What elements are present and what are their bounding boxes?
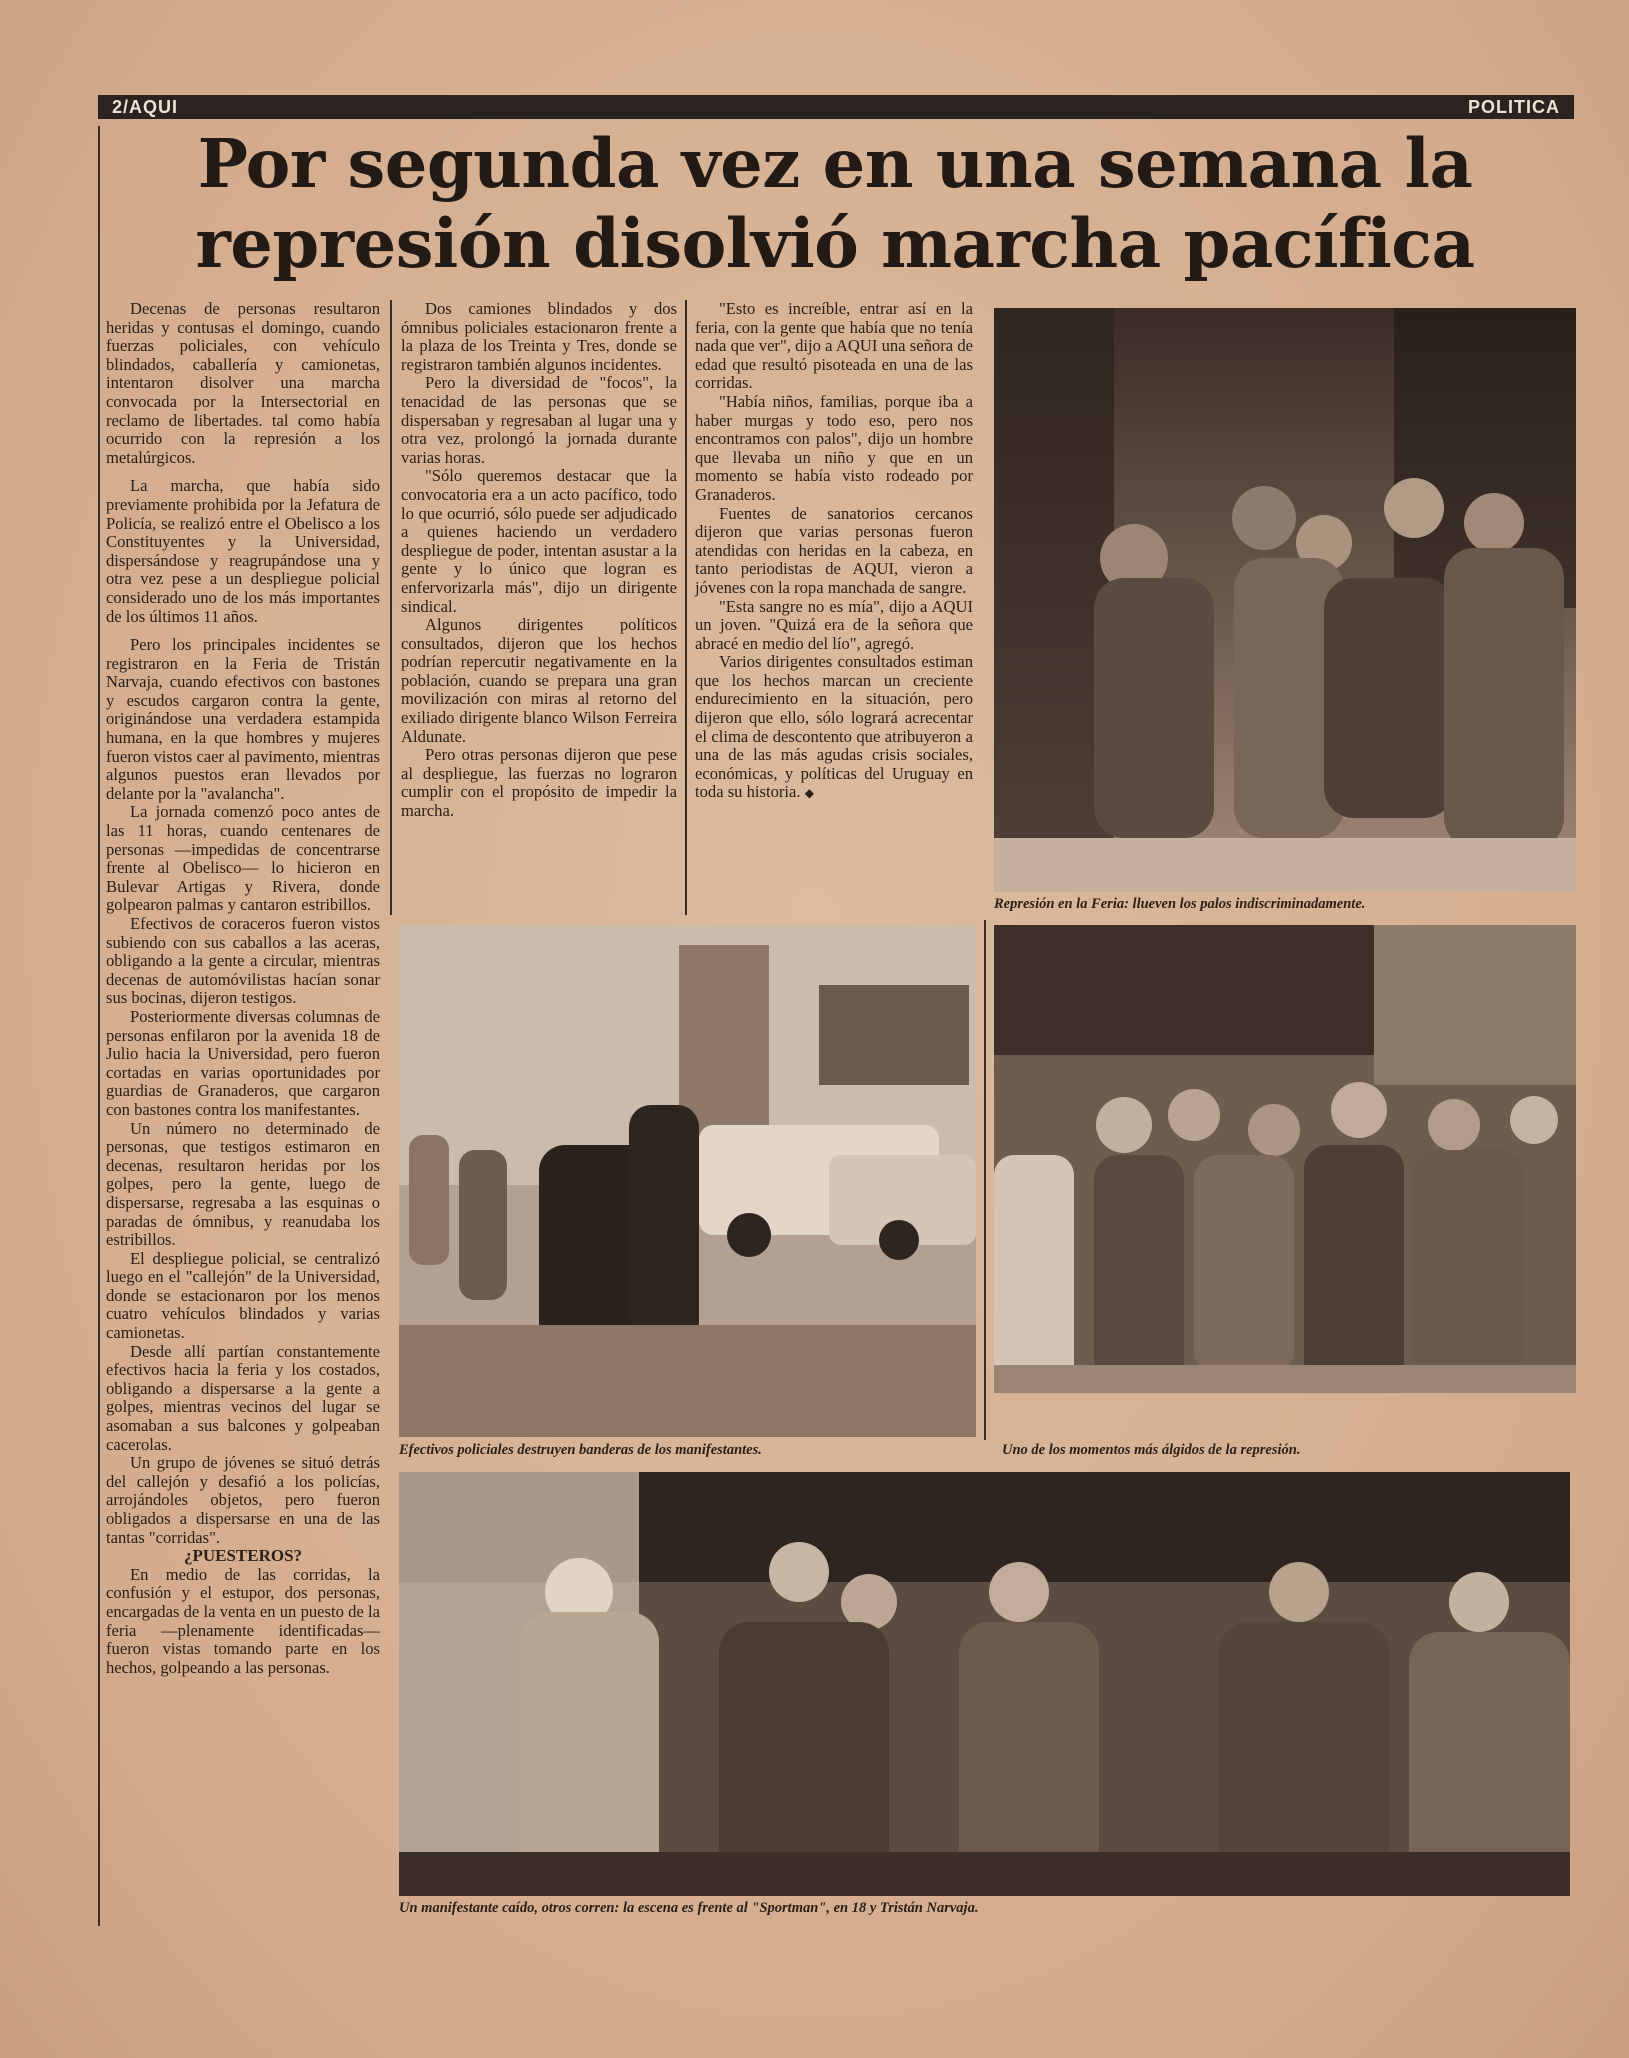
paragraph: En medio de las corridas, la confusión y el estupor, dos personas, encargadas de la venta en un puesto de la feria —plenamente identificadas— fueron vistas tomando parte en los hechos, golpeando a las personas. [106, 1564, 380, 1677]
paragraph: Pero la diversidad de "focos", la tenacidad de las personas que se dispersaban y regresaban al lugar una y otra vez, prolongó la jornada durante varias horas. [401, 373, 677, 467]
paragraph: Posteriormente diversas columnas de personas enfilaron por la avenida 18 de Julio hacia la Universidad, pero fueron cortadas en varias oportunidades por guardias de Granaderos, que cargaron con bastones contra los manifestantes. [106, 1006, 380, 1119]
photo-feria-repression-image [994, 308, 1576, 892]
paragraph: La jornada comenzó poco antes de las 11 horas, cuando centenares de personas —impedidas de concentrarse frente al Obelisco— lo hicieron en Bulevar Artigas y Rivera, donde golpearon palmas y cantaron estribillos. [106, 802, 380, 915]
paragraph: Efectivos de coraceros fueron vistos subiendo con sus caballos a las aceras, obligando a la gente a circular, mientras decenas de automóvilistas hacían sonar sus bocinas, dijeron testigos. [106, 914, 380, 1008]
subheading: ¿PUESTEROS? [183, 1546, 303, 1566]
header-bar [98, 95, 1574, 119]
headline-line-2: represión disolvió marcha pacífica [195, 204, 1475, 283]
caption-photo-4: Un manifestante caído, otros corren: la escena es frente al "Sportman", en 18 y Tristán Narvaja. [399, 1900, 979, 1916]
photo-banners-destroyed [399, 925, 976, 1437]
column-rule-1 [390, 300, 392, 915]
photo-banners-destroyed-image [399, 925, 976, 1437]
photo-peak-moment [994, 925, 1576, 1393]
paragraph: Un grupo de jóvenes se situó detrás del callejón y desafió a los policías, arrojándoles objetos, pero fueron obligados a dispersarse en una de las tantas "corridas". [106, 1453, 380, 1547]
photo-sportman-scene [399, 1472, 1570, 1896]
headline-line-1: Por segunda vez en una semana la [197, 124, 1473, 203]
paragraph: "Esta sangre no es mía", dijo a AQUI un joven. "Quizá era de la señora que abracé en medio del lío", agregó. [695, 596, 973, 653]
paragraph: "Sólo queremos destacar que la convocatoria era a un acto pacífico, todo lo que ocurrió, sólo puede ser adjudicado a quienes haciendo un verdadero despliegue de poder, intentan asustar a la gente y lo único que logran es enfervorizarla más", dijo un dirigente sindical. [401, 466, 677, 616]
section-label: POLITICA [1468, 97, 1560, 117]
paragraph: Algunos dirigentes políticos consultados, dijeron que los hechos podrían repercutir negativamente en la población, cuando se prepara una gran movilización con miras al retorno del exiliado dirigente blanco Wilson Ferreira Aldunate. [401, 615, 677, 746]
caption-photo-2: Efectivos policiales destruyen banderas de los manifestantes. [399, 1442, 762, 1458]
paragraph-text: Varios dirigentes consultados estiman que los hechos marcan un creciente endurecimiento en la situación, pero dijeron que ello, sólo logrará acrecentar el clima de descontento que atribuyeron a una de las más agudas crisis sociales, económicas, y políticas del Uruguay en toda su historia. [695, 652, 973, 802]
photo-sportman-scene-image [399, 1472, 1570, 1896]
paragraph: Un número no determinado de personas, que testigos estimaron en decenas, resultaron heridas por los golpes, pero la gente, luego de dispersarse, regresaba a las esquinas o paradas de ómnibus, y reanudaba los estribillos. [106, 1118, 380, 1250]
paragraph: Dos camiones blindados y dos ómnibus policiales estacionaron frente a la plaza de los Treinta y Tres, donde se registraron también algunos incidentes. [401, 299, 677, 374]
article-column-1 [106, 300, 380, 1677]
caption-photo-3: Uno de los momentos más álgidos de la represión. [1002, 1442, 1301, 1458]
caption-photo-1: Represión en la Feria: llueven los palos indiscriminadamente. [994, 896, 1366, 912]
end-mark-icon: ◆ [804, 786, 814, 801]
left-border-rule [98, 126, 100, 1926]
paragraph: Desde allí partían constantemente efectivos hacia la feria y los costados, obligando a dispersarse a la gente a golpes, mientras vecinos del lugar se asomaban a sus balcones y golpeaban cacerolas. [106, 1341, 380, 1454]
paragraph: El despliegue policial, se centralizó luego en el "callejón" de la Universidad, donde se estacionaron por los menos cuatro vehículos blindados y varias camionetas. [106, 1248, 380, 1343]
paragraph: Pero otras personas dijeron que pese al despliegue, las fuerzas no lograron cumplir con el propósito de impedir la marcha. [401, 745, 677, 821]
paragraph: La marcha, que había sido previamente prohibida por la Jefatura de Policía, se realizó entre el Obelisco a los Constituyentes y la Universidad, dispersándose y reagrupándose una y otra vez pese a un despliegue policial considerado uno de los más importantes de los últimos 11 años. [106, 476, 380, 626]
paragraph: "Esto es increíble, entrar así en la feria, con la gente que había que no tenía nada que ver", dijo a AQUI una señora de edad que resultó pisoteada en una de las corridas. [695, 299, 973, 393]
photo-peak-moment-image [994, 925, 1576, 1393]
photo-feria-repression [994, 308, 1576, 892]
column-rule-2 [685, 300, 687, 915]
paragraph: "Había niños, familias, porque iba a haber murgas y todo eso, pero nos encontramos con palos", dijo un hombre que llevaba un niño y que en un momento se había visto rodeado por Granaderos. [695, 391, 973, 504]
photo-rule [984, 920, 986, 1440]
article-column-2 [401, 300, 677, 821]
paragraph [695, 653, 973, 803]
paragraph: Pero los principales incidentes se registraron en la Feria de Tristán Narvaja, cuando efectivos con bastones y escudos cargaron contra la gente, originándose una verdadera estampida humana, en la que hombres y mujeres fueron vistos caer al pavimento, mientras algunos puestos eran llevados por delante por la "avalancha". [106, 635, 380, 803]
headline [100, 124, 1570, 284]
paragraph: Fuentes de sanatorios cercanos dijeron que varias personas fueron atendidas con heridas en la cabeza, en tanto periodistas de AQUI, vieron a jóvenes con la ropa manchada de sangre. [695, 503, 973, 597]
paragraph: Decenas de personas resultaron heridas y contusas el domingo, cuando fuerzas policiales, con vehículo blindados, caballería y camionetas, intentaron disolver una marcha convocada por la Intersectorial en reclamo de libertades. tal como había ocurrido con la represión a los metalúrgicos. [106, 299, 380, 467]
article-column-3 [695, 300, 973, 803]
page-label: 2/AQUI [112, 97, 179, 117]
